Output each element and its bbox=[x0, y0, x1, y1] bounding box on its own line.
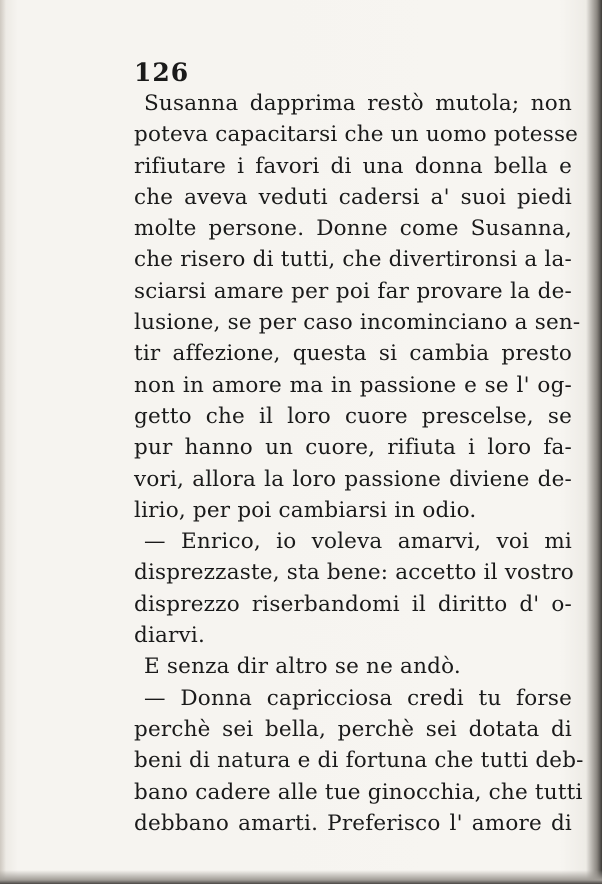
page-bottom-edge bbox=[0, 870, 602, 884]
text-line: poteva capacitarsi che un uomo potesse bbox=[134, 122, 579, 148]
text-line: beni di natura e di fortuna che tutti deb- bbox=[134, 748, 584, 774]
text-line: diarvi. bbox=[134, 623, 205, 649]
text-line: debbano amarti. Preferisco l' amore di bbox=[134, 810, 572, 836]
text-line: perchè sei bella, perchè sei dotata di bbox=[134, 716, 572, 742]
text-line: rifiutare i favori di una donna bella e bbox=[134, 153, 572, 179]
text-line: bano cadere alle tue ginocchia, che tutti bbox=[134, 779, 583, 805]
text-line: lirio, per poi cambiarsi in odio. bbox=[134, 497, 477, 523]
page-left-edge bbox=[0, 0, 6, 884]
text-line: molte persone. Donne come Susanna, bbox=[134, 216, 572, 242]
text-line: che risero di tutti, che divertironsi a la- bbox=[134, 247, 572, 273]
text-line: pur hanno un cuore, rifiuta i loro fa- bbox=[134, 435, 572, 461]
body-text bbox=[134, 88, 584, 839]
text-line: — Donna capricciosa credi tu forse bbox=[144, 685, 572, 711]
text-line: che aveva veduti cadersi a' suoi piedi bbox=[134, 184, 572, 210]
text-line: sciarsi amare per poi far provare la de- bbox=[134, 278, 572, 304]
text-line: tir affezione, questa si cambia presto bbox=[134, 341, 572, 367]
text-line: disprezzaste, sta bene: accetto il vostro bbox=[134, 560, 574, 586]
text-line: disprezzo riserbandomi il diritto d' o- bbox=[134, 591, 572, 617]
text-line: — Enrico, io voleva amarvi, voi mi bbox=[144, 529, 572, 555]
text-line: E senza dir altro se ne andò. bbox=[144, 654, 461, 680]
text-line: non in amore ma in passione e se l' og- bbox=[134, 372, 572, 398]
page-number: 126 bbox=[134, 58, 190, 87]
text-line: Susanna dapprima restò mutola; non bbox=[144, 91, 572, 116]
page-right-edge bbox=[586, 0, 602, 884]
text-line: getto che il loro cuore prescelse, se bbox=[134, 403, 572, 429]
text-line: vori, allora la loro passione diviene de- bbox=[134, 466, 572, 492]
text-line: lusione, se per caso incominciano a sen- bbox=[134, 310, 581, 336]
